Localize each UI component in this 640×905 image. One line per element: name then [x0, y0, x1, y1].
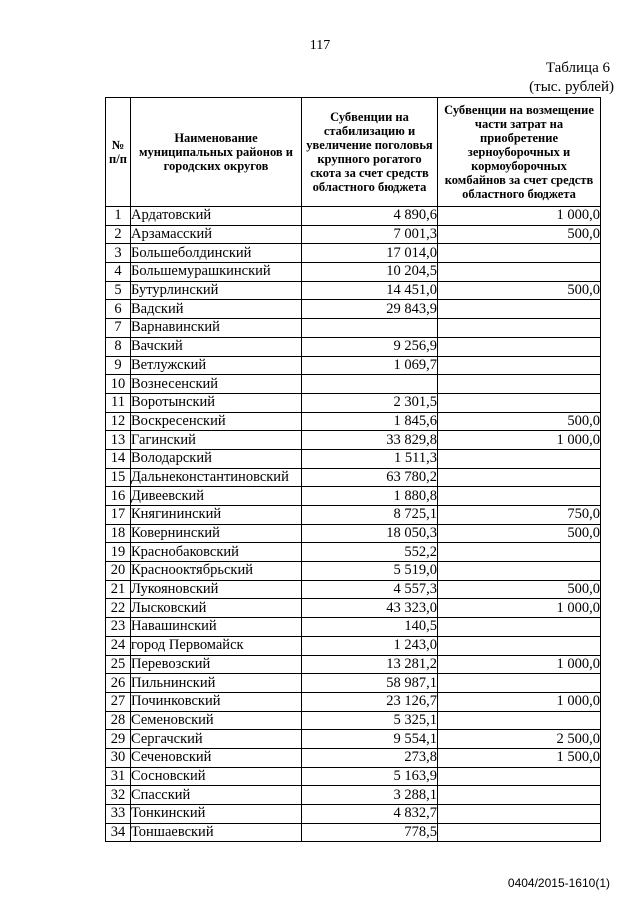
table-row — [106, 319, 601, 338]
district-name-cell: Большемурашкинский — [131, 263, 302, 282]
row-number-cell: 18 — [106, 524, 131, 543]
harvester-subsidy-cell — [438, 805, 601, 824]
header-subsidy-cattle: Субвенции на стабилизацию и увеличение поголовья крупного рогатого скота за счет средств областного бюджета — [302, 98, 438, 207]
district-name-cell: Ветлужский — [131, 356, 302, 375]
row-number-cell: 16 — [106, 487, 131, 506]
cattle-subsidy-cell: 8 725,1 — [302, 506, 438, 525]
harvester-subsidy-cell — [438, 786, 601, 805]
table-row — [106, 823, 601, 842]
row-number-cell: 12 — [106, 412, 131, 431]
row-number-cell: 11 — [106, 393, 131, 412]
harvester-subsidy-cell — [438, 337, 601, 356]
cattle-subsidy-cell: 140,5 — [302, 618, 438, 637]
cattle-subsidy-cell: 29 843,9 — [302, 300, 438, 319]
row-number-cell: 31 — [106, 767, 131, 786]
header-num: № п/п — [106, 98, 131, 207]
harvester-subsidy-cell — [438, 449, 601, 468]
cattle-subsidy-cell — [302, 319, 438, 338]
table-header-row — [106, 98, 601, 207]
cattle-subsidy-cell: 1 845,6 — [302, 412, 438, 431]
table-row — [106, 393, 601, 412]
cattle-subsidy-cell: 5 163,9 — [302, 767, 438, 786]
district-name-cell: Володарский — [131, 449, 302, 468]
cattle-subsidy-cell: 23 126,7 — [302, 692, 438, 711]
district-name-cell: Большеболдинский — [131, 244, 302, 263]
district-name-cell: Спасский — [131, 786, 302, 805]
harvester-subsidy-cell — [438, 562, 601, 581]
table-row — [106, 225, 601, 244]
table-row — [106, 524, 601, 543]
district-name-cell: Краснооктябрьский — [131, 562, 302, 581]
harvester-subsidy-cell: 1 000,0 — [438, 692, 601, 711]
table-row — [106, 300, 601, 319]
harvester-subsidy-cell — [438, 300, 601, 319]
units-caption: (тыс. рублей) — [529, 79, 614, 95]
table-body — [106, 207, 601, 842]
cattle-subsidy-cell — [302, 375, 438, 394]
row-number-cell: 4 — [106, 263, 131, 282]
row-number-cell: 14 — [106, 449, 131, 468]
district-name-cell: Пильнинский — [131, 674, 302, 693]
table-row — [106, 468, 601, 487]
harvester-subsidy-cell: 1 000,0 — [438, 655, 601, 674]
table-row — [106, 805, 601, 824]
table-row — [106, 281, 601, 300]
harvester-subsidy-cell — [438, 393, 601, 412]
harvester-subsidy-cell — [438, 356, 601, 375]
table-row — [106, 711, 601, 730]
district-name-cell: Воротынский — [131, 393, 302, 412]
harvester-subsidy-cell — [438, 244, 601, 263]
cattle-subsidy-cell: 17 014,0 — [302, 244, 438, 263]
cattle-subsidy-cell: 1 511,3 — [302, 449, 438, 468]
district-name-cell: Ковернинский — [131, 524, 302, 543]
cattle-subsidy-cell: 7 001,3 — [302, 225, 438, 244]
row-number-cell: 34 — [106, 823, 131, 842]
harvester-subsidy-cell: 1 000,0 — [438, 207, 601, 226]
row-number-cell: 7 — [106, 319, 131, 338]
row-number-cell: 15 — [106, 468, 131, 487]
district-name-cell: Тоншаевский — [131, 823, 302, 842]
cattle-subsidy-cell: 273,8 — [302, 748, 438, 767]
row-number-cell: 26 — [106, 674, 131, 693]
table-row — [106, 730, 601, 749]
district-name-cell: Ардатовский — [131, 207, 302, 226]
harvester-subsidy-cell: 1 500,0 — [438, 748, 601, 767]
harvester-subsidy-cell — [438, 468, 601, 487]
row-number-cell: 3 — [106, 244, 131, 263]
page-number: 117 — [309, 38, 331, 53]
table-row — [106, 636, 601, 655]
harvester-subsidy-cell: 500,0 — [438, 412, 601, 431]
cattle-subsidy-cell: 552,2 — [302, 543, 438, 562]
row-number-cell: 6 — [106, 300, 131, 319]
district-name-cell: Вадский — [131, 300, 302, 319]
header-subsidy-harvesters: Субвенции на возмещение части затрат на приобретение зерноуборочных и кормоуборочных комбайнов за счет средств областного бюджета — [438, 98, 601, 207]
district-name-cell: Дальнеконстантиновский — [131, 468, 302, 487]
table-row — [106, 207, 601, 226]
row-number-cell: 10 — [106, 375, 131, 394]
cattle-subsidy-cell: 4 832,7 — [302, 805, 438, 824]
district-name-cell: Вачский — [131, 337, 302, 356]
row-number-cell: 33 — [106, 805, 131, 824]
district-name-cell: Вознесенский — [131, 375, 302, 394]
harvester-subsidy-cell — [438, 319, 601, 338]
harvester-subsidy-cell: 750,0 — [438, 506, 601, 525]
row-number-cell: 32 — [106, 786, 131, 805]
district-name-cell: Варнавинский — [131, 319, 302, 338]
district-name-cell: Лукояновский — [131, 580, 302, 599]
table-row — [106, 599, 601, 618]
cattle-subsidy-cell: 58 987,1 — [302, 674, 438, 693]
harvester-subsidy-cell — [438, 823, 601, 842]
table-row — [106, 431, 601, 450]
district-name-cell: Бутурлинский — [131, 281, 302, 300]
cattle-subsidy-cell: 1 069,7 — [302, 356, 438, 375]
row-number-cell: 8 — [106, 337, 131, 356]
harvester-subsidy-cell: 500,0 — [438, 225, 601, 244]
row-number-cell: 29 — [106, 730, 131, 749]
row-number-cell: 30 — [106, 748, 131, 767]
table-row — [106, 674, 601, 693]
table-row — [106, 375, 601, 394]
table-row — [106, 487, 601, 506]
cattle-subsidy-cell: 2 301,5 — [302, 393, 438, 412]
row-number-cell: 28 — [106, 711, 131, 730]
table-row — [106, 356, 601, 375]
row-number-cell: 21 — [106, 580, 131, 599]
cattle-subsidy-cell: 4 890,6 — [302, 207, 438, 226]
harvester-subsidy-cell: 1 000,0 — [438, 599, 601, 618]
table-row — [106, 767, 601, 786]
table-row — [106, 543, 601, 562]
district-name-cell: Починковский — [131, 692, 302, 711]
district-name-cell: Арзамасский — [131, 225, 302, 244]
row-number-cell: 22 — [106, 599, 131, 618]
row-number-cell: 23 — [106, 618, 131, 637]
cattle-subsidy-cell: 5 519,0 — [302, 562, 438, 581]
table-row — [106, 449, 601, 468]
row-number-cell: 9 — [106, 356, 131, 375]
table-row — [106, 562, 601, 581]
harvester-subsidy-cell — [438, 674, 601, 693]
cattle-subsidy-cell: 33 829,8 — [302, 431, 438, 450]
row-number-cell: 25 — [106, 655, 131, 674]
harvester-subsidy-cell: 2 500,0 — [438, 730, 601, 749]
table-row — [106, 506, 601, 525]
cattle-subsidy-cell: 4 557,3 — [302, 580, 438, 599]
document-code: 0404/2015-1610(1) — [507, 876, 610, 890]
table-row — [106, 412, 601, 431]
district-name-cell: Воскресенский — [131, 412, 302, 431]
district-name-cell: Навашинский — [131, 618, 302, 637]
cattle-subsidy-cell: 63 780,2 — [302, 468, 438, 487]
harvester-subsidy-cell: 500,0 — [438, 580, 601, 599]
harvester-subsidy-cell — [438, 767, 601, 786]
district-name-cell: Семеновский — [131, 711, 302, 730]
subsidies-table — [105, 97, 601, 842]
row-number-cell: 17 — [106, 506, 131, 525]
cattle-subsidy-cell: 5 325,1 — [302, 711, 438, 730]
district-name-cell: Перевозский — [131, 655, 302, 674]
harvester-subsidy-cell — [438, 618, 601, 637]
cattle-subsidy-cell: 9 256,9 — [302, 337, 438, 356]
harvester-subsidy-cell: 500,0 — [438, 281, 601, 300]
header-name: Наименование муниципальных районов и городских округов — [131, 98, 302, 207]
table-row — [106, 580, 601, 599]
district-name-cell: Тонкинский — [131, 805, 302, 824]
table-caption: Таблица 6 — [545, 60, 610, 76]
table-row — [106, 618, 601, 637]
row-number-cell: 2 — [106, 225, 131, 244]
cattle-subsidy-cell: 778,5 — [302, 823, 438, 842]
row-number-cell: 19 — [106, 543, 131, 562]
district-name-cell: Сеченовский — [131, 748, 302, 767]
table-row — [106, 748, 601, 767]
table-row — [106, 337, 601, 356]
harvester-subsidy-cell — [438, 487, 601, 506]
harvester-subsidy-cell — [438, 711, 601, 730]
table-row — [106, 692, 601, 711]
cattle-subsidy-cell: 18 050,3 — [302, 524, 438, 543]
district-name-cell: Сосновский — [131, 767, 302, 786]
district-name-cell: Гагинский — [131, 431, 302, 450]
district-name-cell: Княгининский — [131, 506, 302, 525]
district-name-cell: Краснобаковский — [131, 543, 302, 562]
table-row — [106, 786, 601, 805]
row-number-cell: 1 — [106, 207, 131, 226]
row-number-cell: 27 — [106, 692, 131, 711]
harvester-subsidy-cell — [438, 375, 601, 394]
table-row — [106, 263, 601, 282]
cattle-subsidy-cell: 1 243,0 — [302, 636, 438, 655]
cattle-subsidy-cell: 3 288,1 — [302, 786, 438, 805]
harvester-subsidy-cell: 500,0 — [438, 524, 601, 543]
harvester-subsidy-cell — [438, 543, 601, 562]
harvester-subsidy-cell — [438, 636, 601, 655]
cattle-subsidy-cell: 13 281,2 — [302, 655, 438, 674]
harvester-subsidy-cell — [438, 263, 601, 282]
cattle-subsidy-cell: 43 323,0 — [302, 599, 438, 618]
table-row — [106, 655, 601, 674]
cattle-subsidy-cell: 9 554,1 — [302, 730, 438, 749]
district-name-cell: Лысковский — [131, 599, 302, 618]
row-number-cell: 13 — [106, 431, 131, 450]
table-row — [106, 244, 601, 263]
row-number-cell: 20 — [106, 562, 131, 581]
district-name-cell: Дивеевский — [131, 487, 302, 506]
cattle-subsidy-cell: 10 204,5 — [302, 263, 438, 282]
harvester-subsidy-cell: 1 000,0 — [438, 431, 601, 450]
row-number-cell: 5 — [106, 281, 131, 300]
row-number-cell: 24 — [106, 636, 131, 655]
cattle-subsidy-cell: 14 451,0 — [302, 281, 438, 300]
district-name-cell: город Первомайск — [131, 636, 302, 655]
cattle-subsidy-cell: 1 880,8 — [302, 487, 438, 506]
district-name-cell: Сергачский — [131, 730, 302, 749]
